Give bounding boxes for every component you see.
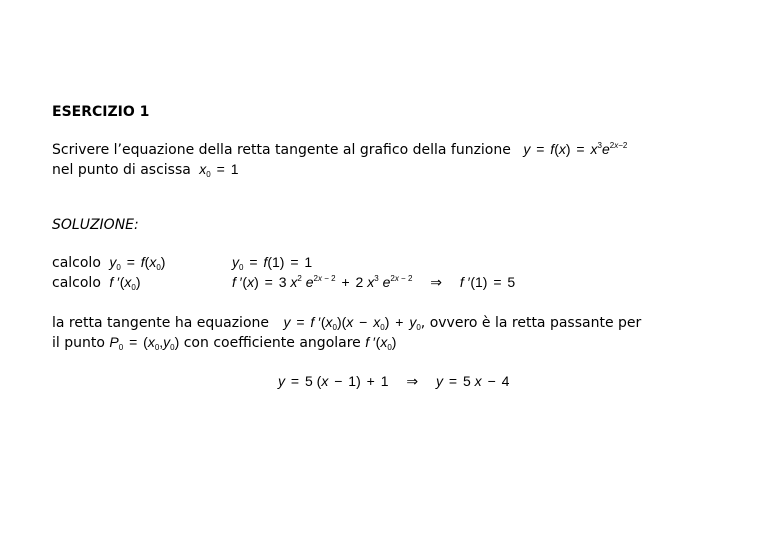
tangent-line-2 bbox=[52, 333, 396, 352]
tangent-text-1: la retta tangente ha equazione bbox=[52, 315, 269, 331]
slope-formula: f $'(x_0)$ bbox=[365, 334, 397, 352]
step-1-label: calcolo bbox=[52, 255, 101, 271]
statement-text-2: nel punto di ascissa bbox=[52, 162, 191, 178]
step-2-result: f ′(x) = 3 $x^2$ $e^{2x - 2} + 2$ $x^3$ $e^{2x - 2}$ ⇒ f ′(1) = 5 bbox=[232, 274, 516, 290]
step-1 bbox=[52, 253, 165, 272]
final-equation: y = 5 (x − 1) + 1 ⇒ y = 5 x − 4 bbox=[278, 373, 510, 389]
step-2-label: calcolo bbox=[52, 275, 101, 291]
step-2 bbox=[52, 273, 141, 292]
exercise-title: ESERCIZIO 1 bbox=[52, 104, 150, 120]
statement-line-1 bbox=[52, 140, 627, 159]
tangent-text-2: , ovvero è la retta passante per bbox=[420, 315, 642, 331]
step-2-target: f $'(x_0)$ bbox=[109, 274, 141, 292]
statement-line-2 bbox=[52, 160, 239, 179]
statement-text-1: Scrivere l’equazione della retta tangente al grafico della funzione bbox=[52, 142, 511, 158]
solution-heading: SOLUZIONE: bbox=[52, 217, 139, 233]
tangent-text-3: il punto bbox=[52, 335, 105, 351]
tangent-formula: y = f $'(x_0)(x - x_0) + y_0$ bbox=[283, 314, 421, 332]
step-1-target: $y_0 = f(x_0)$ bbox=[109, 254, 166, 272]
step-1-result: $y_0 = f(1) = 1$ bbox=[232, 254, 313, 272]
tangent-text-4: con coefficiente angolare bbox=[183, 335, 361, 351]
abscissa-formula: $x_0 = 1$ bbox=[199, 161, 239, 179]
tangent-line-1 bbox=[52, 313, 641, 332]
function-formula: $y = f(x) = x^3e^{2x-2}$ bbox=[523, 141, 628, 157]
point-formula: $P_0 = (x_0,y_0)$ bbox=[109, 334, 180, 352]
